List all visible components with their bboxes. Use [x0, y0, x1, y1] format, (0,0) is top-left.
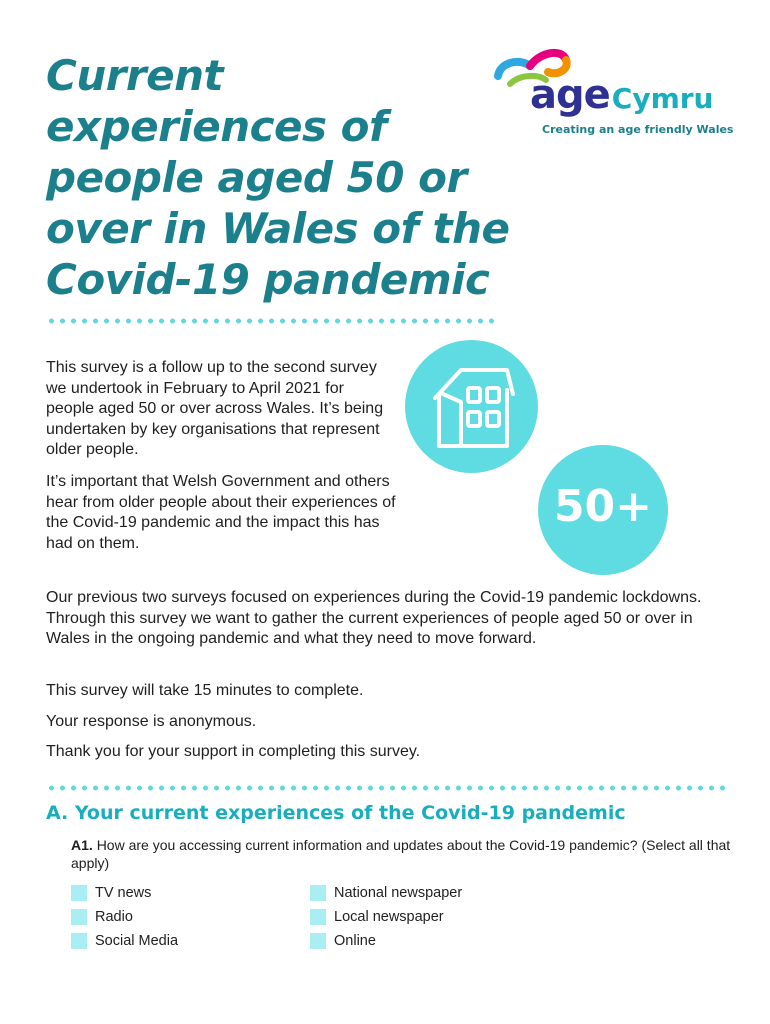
intro-paragraph: It’s important that Welsh Government and others hear from older people about their experiences of the Covid-19 pandemic and the impact this has had on them.: [46, 473, 396, 552]
page-title: Current experiences of people aged 50 or over in Wales of the Covid-19 pandemic: [46, 51, 510, 304]
dotted-divider: [46, 785, 726, 791]
checkbox[interactable]: [310, 885, 326, 901]
logo-age-word: age: [530, 72, 610, 118]
option-label: Local newspaper: [334, 909, 444, 925]
option-tv-news[interactable]: [71, 883, 151, 903]
option-label: TV news: [95, 885, 152, 901]
house-icon: [421, 354, 521, 454]
logo-tagline: Creating an age friendly Wales: [542, 123, 734, 136]
thank-you-note: Thank you for your support in completing this survey.: [46, 743, 421, 760]
house-badge: [405, 340, 538, 473]
anonymity-note: Your response is anonymous.: [46, 713, 257, 730]
section-heading: A. Your current experiences of the Covid-19 pandemic: [46, 802, 626, 824]
option-label: Online: [334, 933, 376, 949]
age-badge: [538, 445, 668, 575]
checkbox[interactable]: [71, 909, 87, 925]
checkbox[interactable]: [310, 909, 326, 925]
option-national-newspaper[interactable]: [310, 883, 462, 903]
option-label: Social Media: [95, 933, 179, 949]
checkbox[interactable]: [310, 933, 326, 949]
option-social-media[interactable]: [71, 931, 178, 951]
checkbox[interactable]: [71, 885, 87, 901]
option-label: Radio: [95, 909, 133, 925]
option-local-newspaper[interactable]: [310, 907, 444, 927]
intro-paragraph: Our previous two surveys focused on experiences during the Covid-19 pandemic lockdowns. Through this survey we want to gather the current experiences of people aged 50 or over in Wales in the ongoing pandemic and what they need to move forward.: [46, 589, 702, 647]
dotted-divider: [46, 318, 494, 324]
checkbox[interactable]: [71, 933, 87, 949]
logo-cymru-word: Cymru: [611, 82, 714, 115]
age-badge-label: 50+: [553, 481, 653, 532]
question-text: How are you accessing current information and updates about the Covid-19 pandemic? (Select all that apply): [71, 837, 731, 871]
question-a1: [71, 836, 731, 872]
option-label: National newspaper: [334, 885, 463, 901]
question-number: A1.: [71, 837, 93, 853]
duration-note: This survey will take 15 minutes to complete.: [46, 682, 364, 699]
intro-paragraph: This survey is a follow up to the second survey we undertook in February to April 2021 for people aged 50 or over across Wales. It’s being undertaken by key organisations that represent older people.: [46, 359, 384, 458]
option-radio[interactable]: [71, 907, 133, 927]
option-online[interactable]: [310, 931, 376, 951]
